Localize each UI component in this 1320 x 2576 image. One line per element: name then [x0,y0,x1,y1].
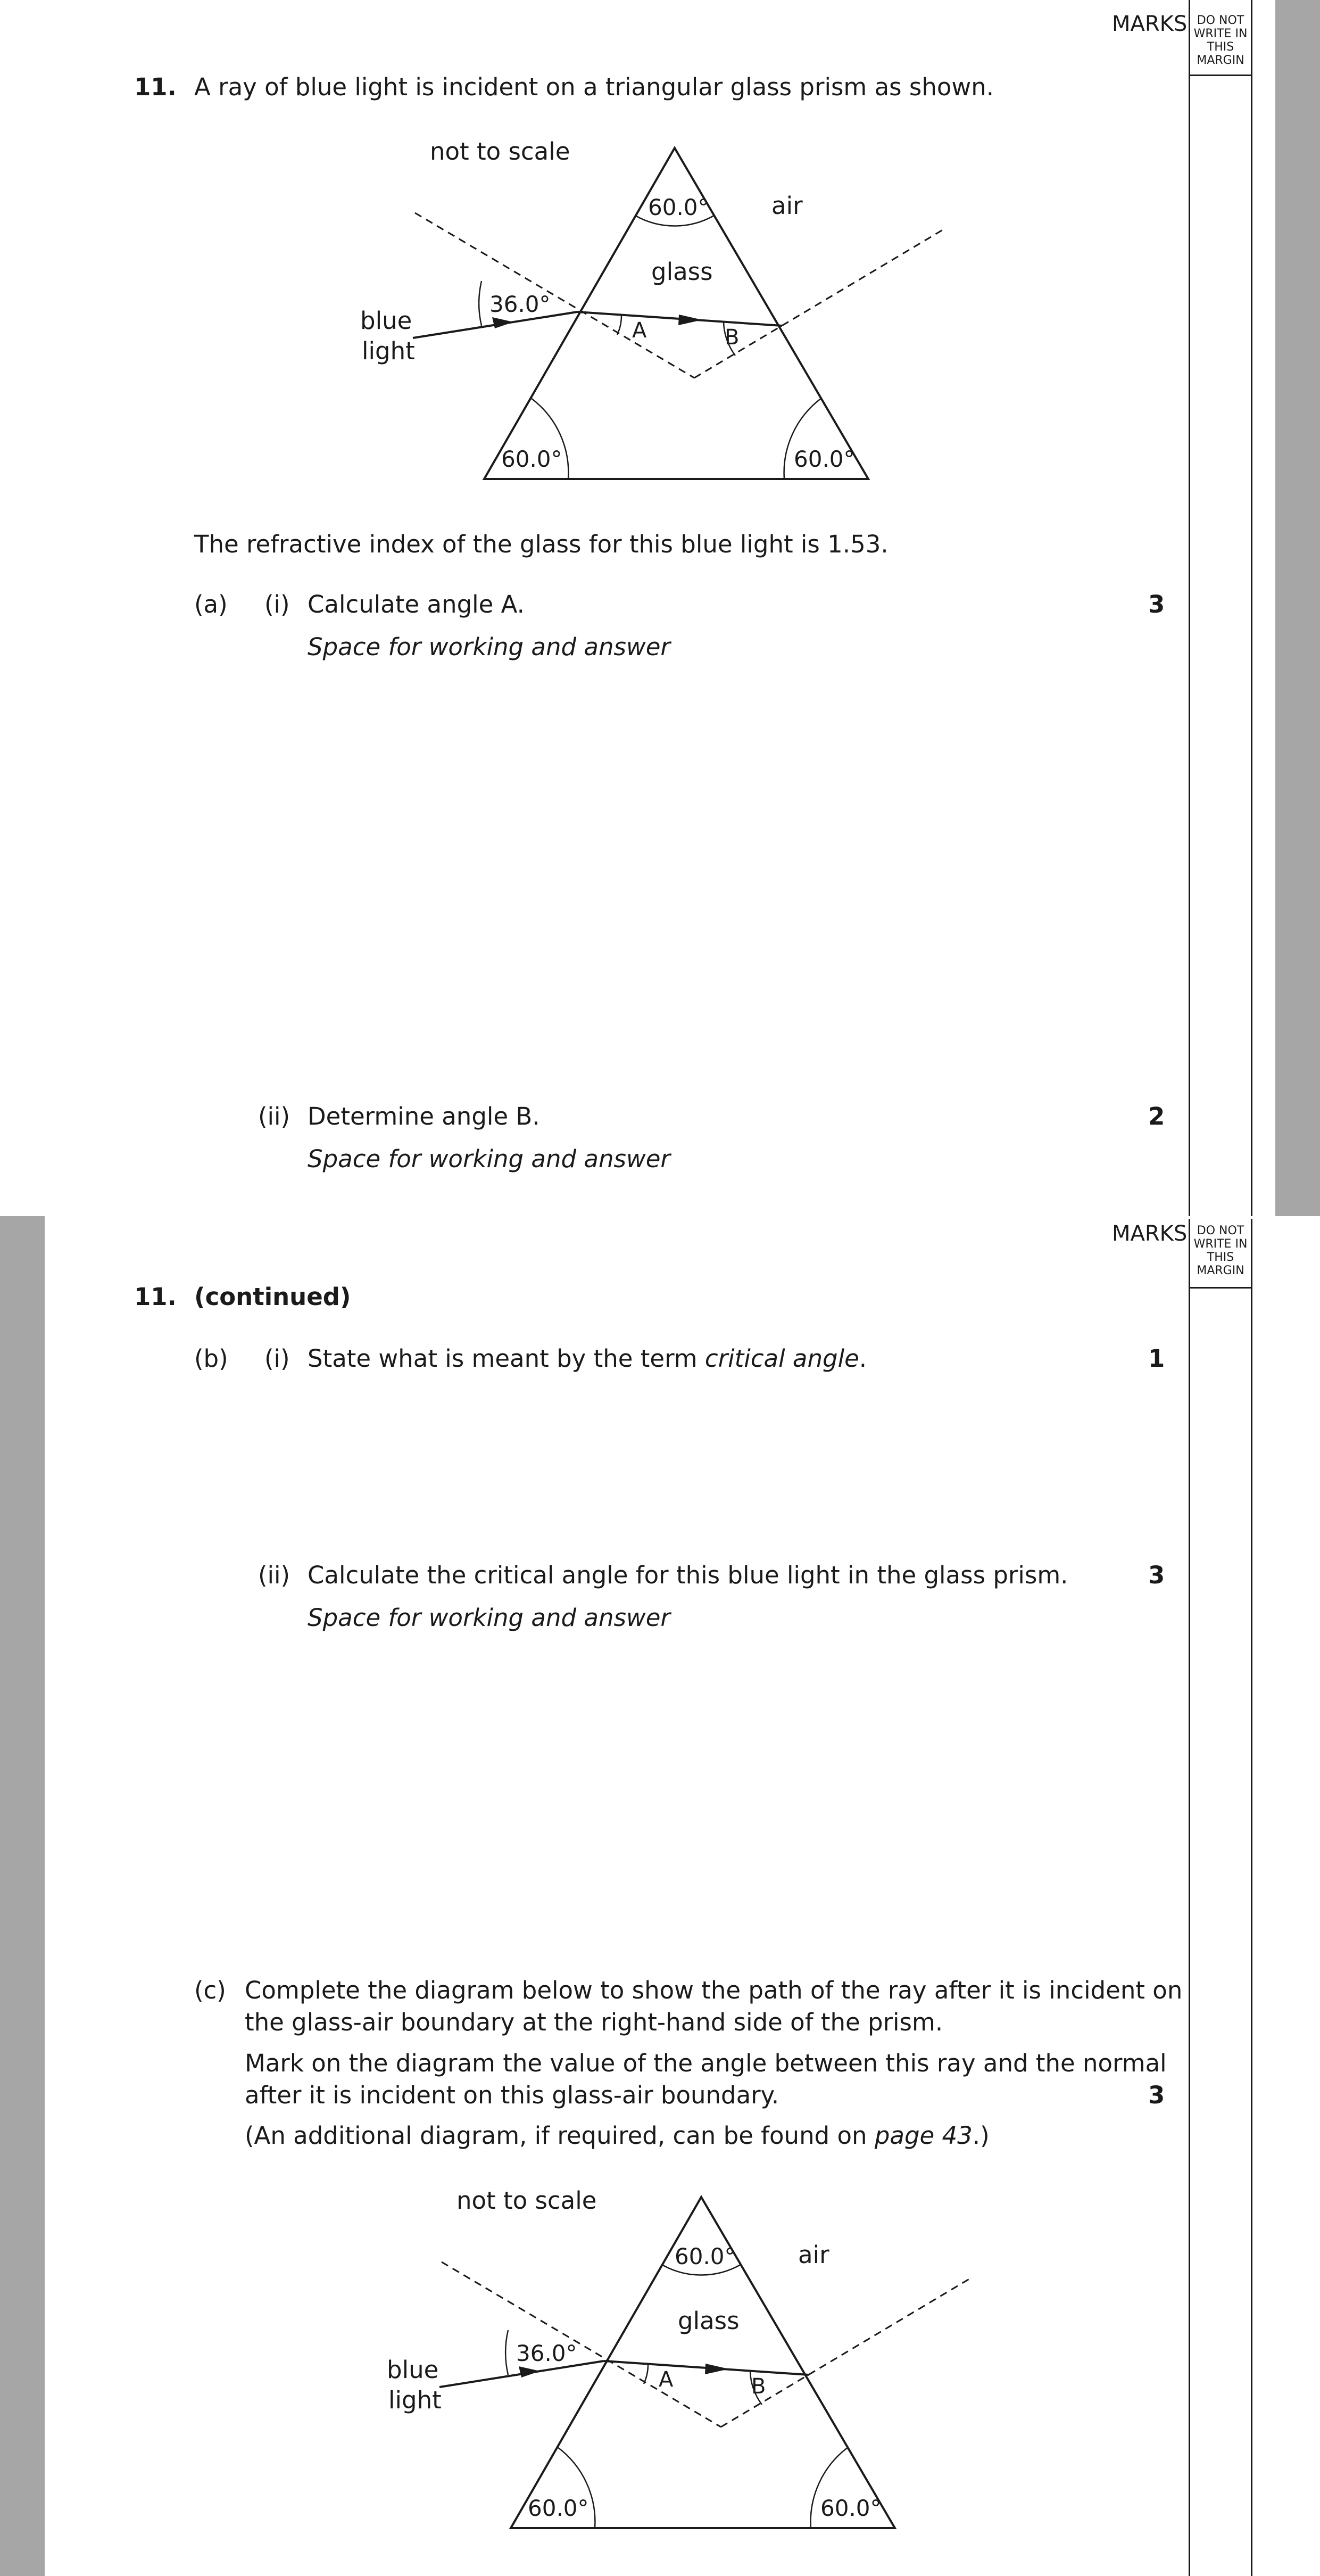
margin-note-line: MARGIN [1197,1264,1244,1277]
answer-space-b-i[interactable] [308,1384,1159,1543]
margin-note [1189,14,1252,67]
part-b-ii-label: (ii) [258,1561,290,1589]
right-gray-band-top [1275,0,1320,1216]
part-a-ii-marks: 2 [1148,1102,1165,1130]
part-c-label: (c) [194,1976,226,2004]
base-left-angle-label: 60.0° [501,446,562,472]
part-a-ii-text: Determine angle B. [308,1102,540,1130]
part-b-i-marks: 1 [1148,1344,1165,1373]
light-label-1: blue [387,2356,439,2384]
working-prompt: Space for working and answer [308,633,670,661]
incident-arrowhead [519,2366,540,2377]
angle-b-label: B [725,325,740,350]
refracted-arrowhead [705,2364,729,2374]
margin-note [1189,1224,1252,1277]
part-a-i-text: Calculate angle A. [308,590,525,618]
part-a-i-label: (i) [264,590,290,618]
normal-right [721,2278,971,2427]
question-number: 11. [134,73,177,101]
part-c-line4: after it is incident on this glass-air boundary. [245,2081,779,2109]
incidence-arc [479,281,481,326]
incidence-angle-label: 36.0° [489,291,551,317]
margin-note-line: MARGIN [1197,54,1244,67]
answer-space-b-ii[interactable] [308,1642,1159,1961]
air-label: air [771,192,803,220]
glass-label: glass [678,2307,740,2335]
apex-angle-label: 60.0° [675,2243,736,2269]
margin-note-line: DO NOT [1197,14,1244,27]
part-b-ii-marks: 3 [1148,1561,1165,1589]
part-b-i-text-before: State what is meant by the term [308,1344,705,1373]
part-c-note-after: .) [972,2121,990,2150]
incidence-angle-label: 36.0° [516,2340,577,2366]
question-number: 11. [134,1283,177,1311]
margin-note-line: WRITE IN [1193,1237,1248,1251]
part-b-i-text-after: . [859,1344,867,1373]
part-b-label: (b) [194,1344,228,1373]
light-label-2: light [362,337,415,365]
marks-header: MARKS [1112,1221,1188,1246]
glass-label: glass [651,258,713,286]
margin-box-underline-2 [1189,1287,1252,1289]
margin-line-right [1251,0,1252,1216]
margin-note-line: WRITE IN [1193,27,1248,40]
page-reference: page 43 [874,2121,973,2150]
part-c-note [245,2120,990,2152]
part-c-marks: 3 [1148,2081,1165,2109]
not-to-scale-label: not to scale [430,137,570,166]
margin-box-underline [1189,75,1252,76]
margin-line-left-2 [1189,1219,1190,2576]
part-b-i-text [308,1343,867,1375]
part-b-ii-text: Calculate the critical angle for this blue light in the glass prism. [308,1561,1068,1589]
margin-note-line: DO NOT [1197,1224,1244,1237]
apex-angle-label: 60.0° [648,194,709,220]
part-b-i-label: (i) [264,1344,290,1373]
part-c-line2: the glass-air boundary at the right-hand side of the prism. [245,2008,943,2036]
left-gray-band-bottom [0,1216,45,2576]
margin-line-right-2 [1251,1219,1252,2576]
normal-left [415,213,694,378]
angle-a-label: A [659,2367,674,2392]
base-left-angle-label: 60.0° [528,2495,589,2521]
angle-a-arc [617,315,621,335]
margin-note-line: THIS [1207,1251,1234,1264]
base-right-angle-label: 60.0° [794,446,855,472]
incidence-arc [505,2330,508,2375]
light-label-2: light [388,2386,442,2414]
part-c-line1: Complete the diagram below to show the path of the ray after it is incident on [245,1976,1183,2004]
part-c-line3: Mark on the diagram the value of the angle between this ray and the normal [245,2049,1167,2077]
not-to-scale-label: not to scale [456,2186,597,2215]
marks-header: MARKS [1112,12,1188,36]
part-a-i-marks: 3 [1148,590,1165,618]
working-prompt: Space for working and answer [308,1145,670,1173]
refractive-index-statement: The refractive index of the glass for this blue light is 1.53. [194,530,889,558]
working-prompt: Space for working and answer [308,1604,670,1632]
answer-space-a-i[interactable] [308,671,1159,1080]
question-intro: A ray of blue light is incident on a triangular glass prism as shown. [194,73,994,101]
light-label-1: blue [360,307,412,335]
angle-a-label: A [632,318,647,343]
normal-right [694,229,944,378]
margin-line-left [1189,0,1190,1216]
incident-arrowhead [492,317,513,328]
refracted-arrowhead [678,315,702,325]
part-c-note-before: (An additional diagram, if required, can be found on [245,2121,875,2150]
question-continued: (continued) [194,1283,351,1311]
margin-note-line: THIS [1207,40,1234,54]
critical-angle-term: critical angle [704,1344,859,1373]
angle-b-label: B [751,2374,766,2399]
prism-diagram [319,128,958,490]
base-right-angle-label: 60.0° [820,2495,882,2521]
part-a-label: (a) [194,590,228,618]
prism-diagram-answer[interactable] [346,2177,984,2539]
angle-a-arc [644,2364,648,2384]
air-label: air [798,2241,829,2269]
part-a-ii-label: (ii) [258,1102,290,1130]
normal-left [442,2262,721,2427]
